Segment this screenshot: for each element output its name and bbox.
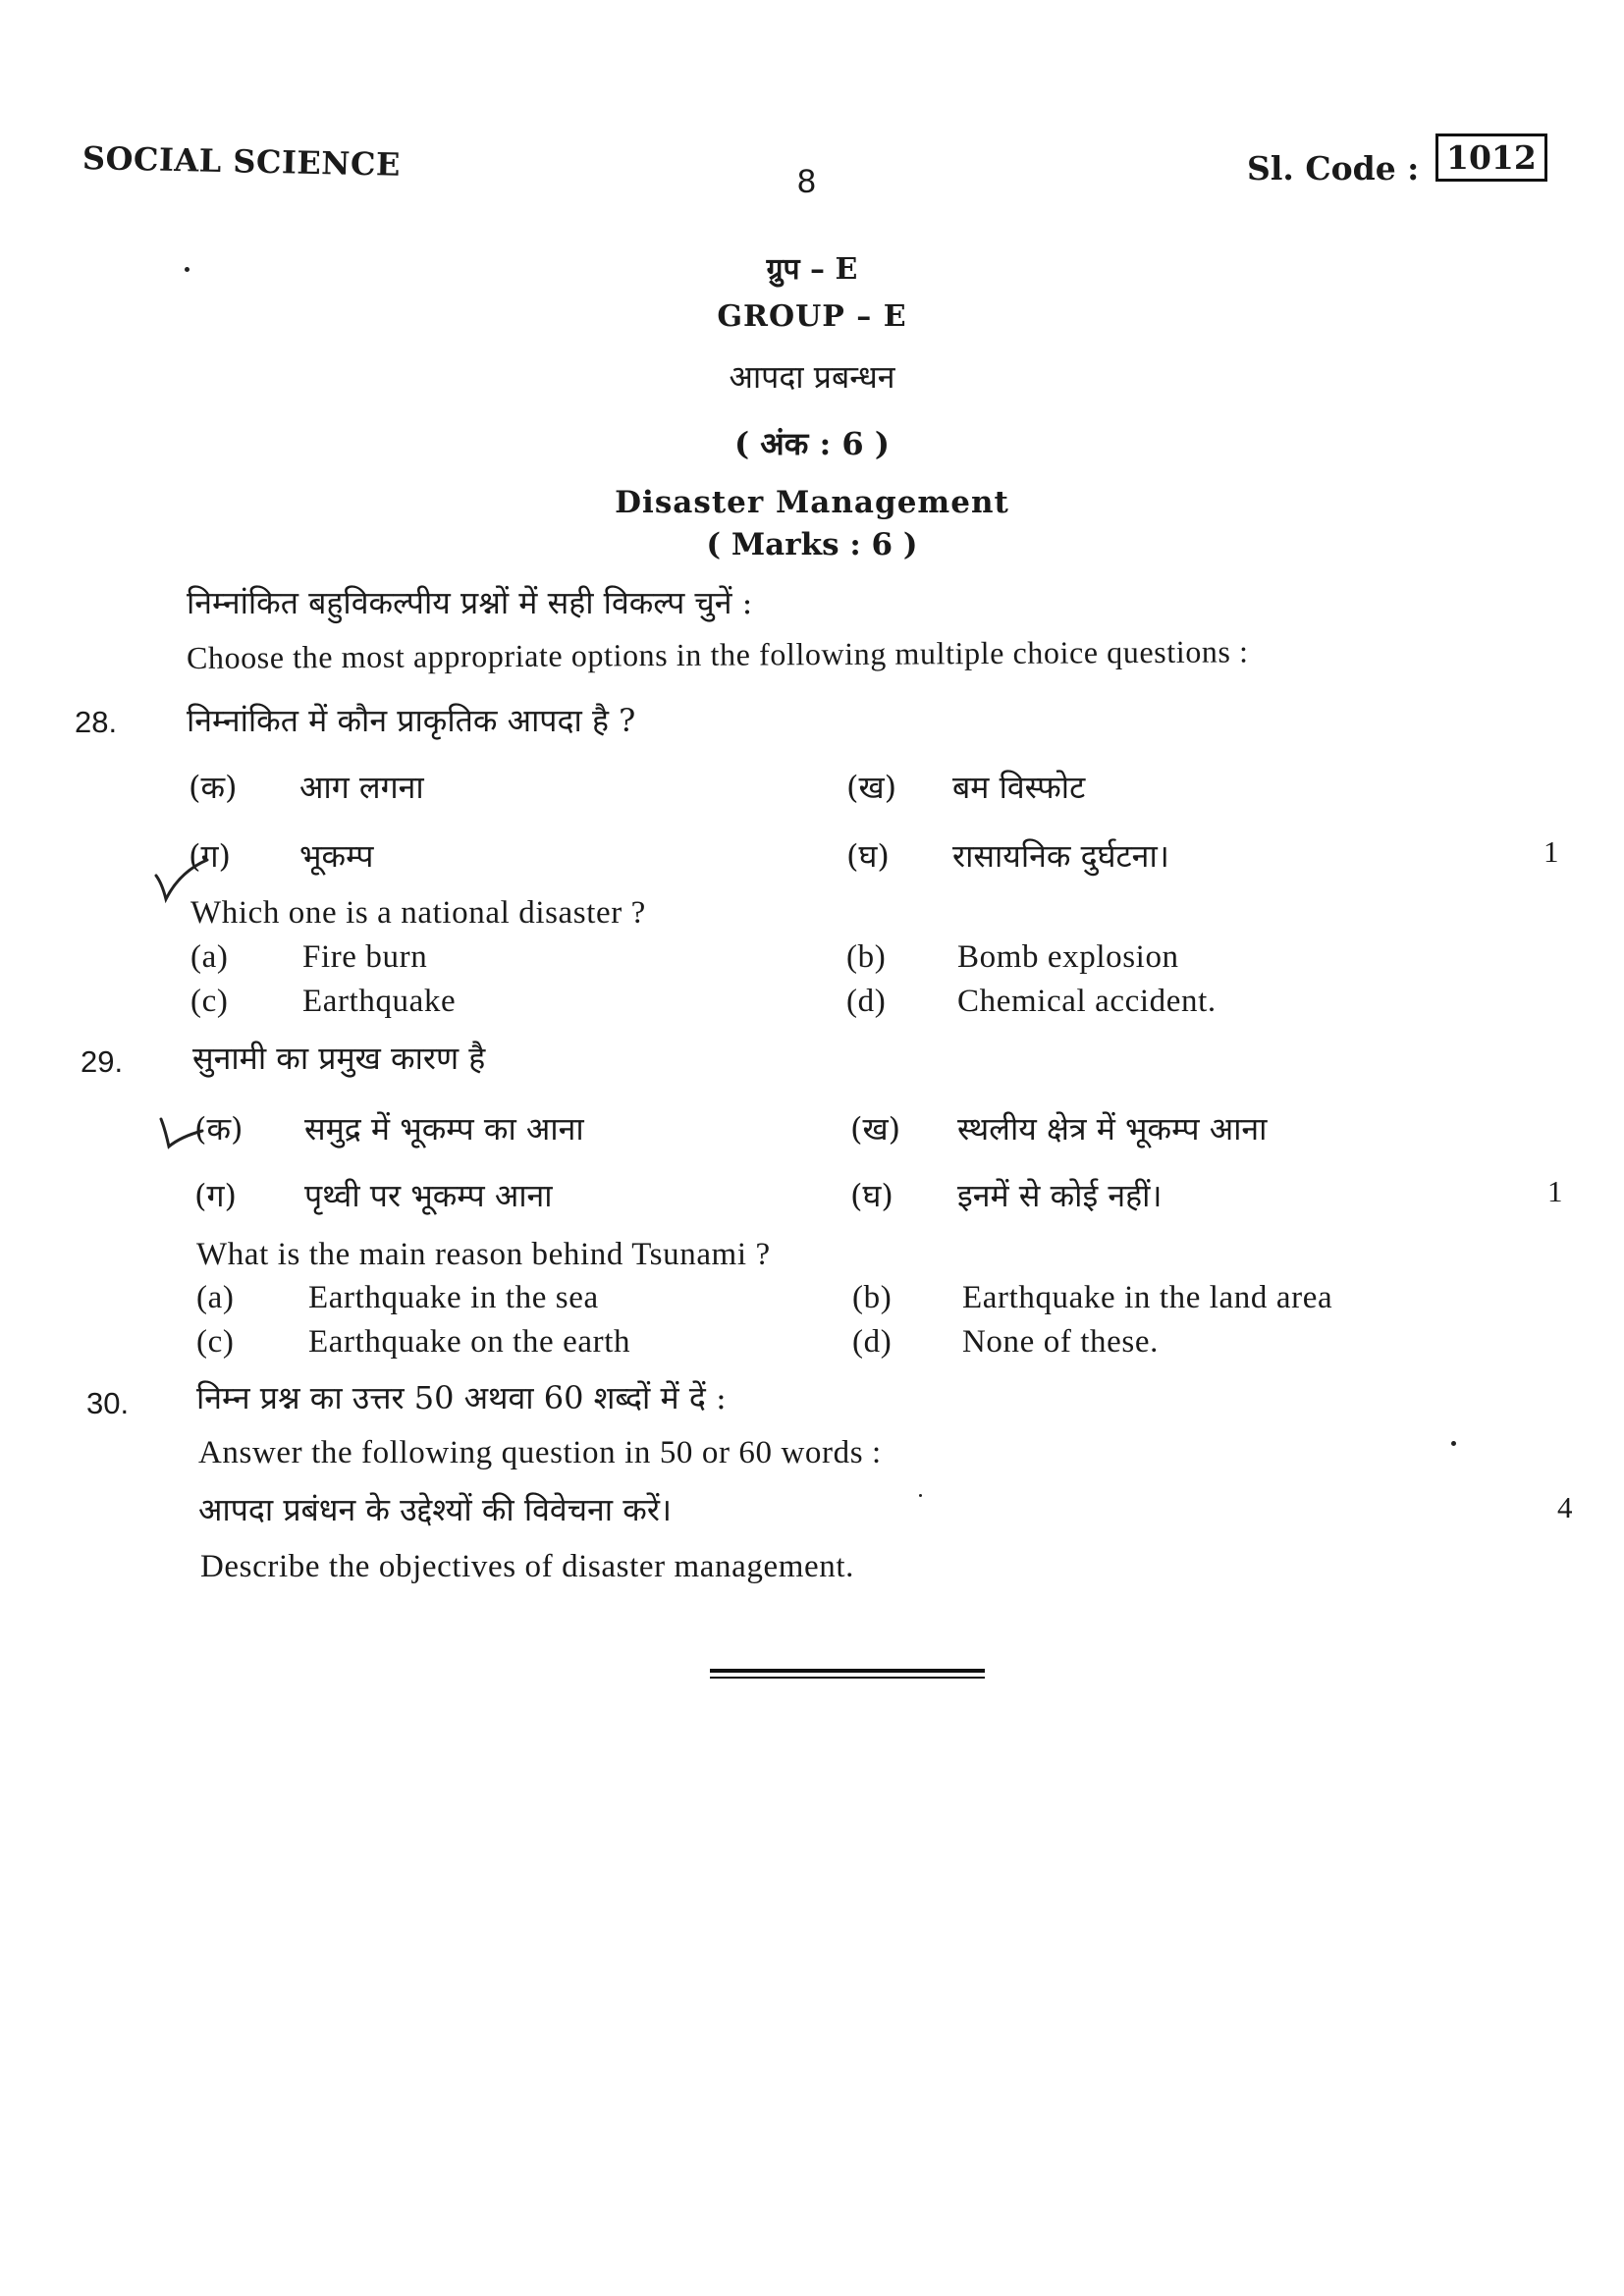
question-text-hindi: आपदा प्रबंधन के उद्देश्यों की विवेचना करें। — [198, 1491, 673, 1528]
option-text: पृथ्वी पर भूकम्प आना — [304, 1177, 553, 1214]
section-title-english: Disaster Management — [615, 485, 1009, 520]
question-text-english: What is the main reason behind Tsunami ? — [196, 1237, 771, 1272]
option-text: इनमें से कोई नहीं। — [957, 1177, 1163, 1214]
option-text: Earthquake — [302, 984, 457, 1019]
option-text: Earthquake in the sea — [308, 1280, 599, 1315]
option-label: (d) — [852, 1324, 893, 1360]
section-marks-hindi: ( अंक : 6 ) — [734, 425, 890, 462]
end-rule-underline — [710, 1677, 985, 1679]
option-label: (घ) — [846, 837, 890, 875]
option-label: (क) — [194, 1110, 244, 1148]
group-english: GROUP – E — [717, 299, 907, 334]
option-label: (ख) — [846, 769, 897, 806]
option-label: (ग) — [194, 1177, 237, 1214]
section-title-hindi: आपदा प्रबन्धन — [729, 358, 895, 396]
sl-code-value: 1012 — [1435, 133, 1547, 182]
end-rule — [710, 1669, 985, 1673]
question-number: 30. — [86, 1386, 130, 1420]
question-marks: 4 — [1557, 1490, 1573, 1524]
option-label: (ग) — [189, 837, 231, 875]
option-label: (d) — [846, 984, 887, 1019]
question-text-english: Describe the objectives of disaster management. — [200, 1549, 854, 1584]
option-label: (ख) — [850, 1110, 901, 1148]
scan-speck — [919, 1494, 922, 1497]
answer-instruction-english: Answer the following question in 50 or 60 words : — [198, 1435, 882, 1470]
option-text: Earthquake on the earth — [308, 1324, 631, 1360]
instruction-hindi: निम्नांकित बहुविकल्पीय प्रश्नों में सही विकल्प चुनें : — [187, 584, 753, 621]
option-text: बम विस्फोट — [952, 769, 1086, 806]
instruction-english: Choose the most appropriate options in the following multiple choice questions : — [186, 633, 1249, 675]
section-marks-english: ( Marks : 6 ) — [706, 527, 918, 562]
checkmark-icon — [157, 1109, 206, 1153]
option-label: (a) — [196, 1280, 235, 1315]
scan-speck — [1451, 1441, 1456, 1446]
option-text: भूकम्प — [299, 837, 374, 875]
question-text-hindi: सुनामी का प्रमुख कारण है — [192, 1040, 486, 1077]
question-text-hindi: निम्नांकित में कौन प्राकृतिक आपदा है ? — [187, 702, 636, 739]
option-label: (घ) — [850, 1177, 893, 1214]
option-text: Bomb explosion — [957, 939, 1179, 975]
option-label: (b) — [852, 1280, 893, 1315]
option-text: None of these. — [962, 1324, 1159, 1360]
group-hindi: ग्रुप – E — [766, 252, 858, 287]
option-text: Chemical accident. — [957, 984, 1217, 1019]
question-marks: 1 — [1547, 1174, 1563, 1208]
question-number: 29. — [81, 1044, 124, 1079]
option-label: (c) — [190, 984, 229, 1019]
option-label: (क) — [189, 769, 238, 806]
answer-instruction-hindi: निम्न प्रश्न का उत्तर 50 अथवा 60 शब्दों में दें : — [196, 1379, 727, 1416]
option-label: (c) — [196, 1324, 235, 1360]
page-number: 8 — [797, 163, 816, 200]
option-text: Earthquake in the land area — [962, 1280, 1333, 1315]
option-text: Fire burn — [302, 939, 428, 975]
question-marks: 1 — [1543, 834, 1559, 869]
option-text: आग लगना — [299, 769, 424, 806]
scan-speck — [185, 267, 189, 272]
option-text: समुद्र में भूकम्प का आना — [304, 1110, 584, 1148]
subject-title: SOCIAL SCIENCE — [81, 139, 402, 184]
option-label: (b) — [846, 939, 887, 975]
option-text: स्थलीय क्षेत्र में भूकम्प आना — [957, 1110, 1268, 1148]
question-text-english: Which one is a national disaster ? — [190, 895, 646, 931]
question-number: 28. — [75, 705, 118, 739]
option-label: (a) — [190, 939, 229, 975]
option-text: रासायनिक दुर्घटना। — [952, 837, 1169, 875]
sl-code-label: Sl. Code : — [1247, 149, 1420, 187]
